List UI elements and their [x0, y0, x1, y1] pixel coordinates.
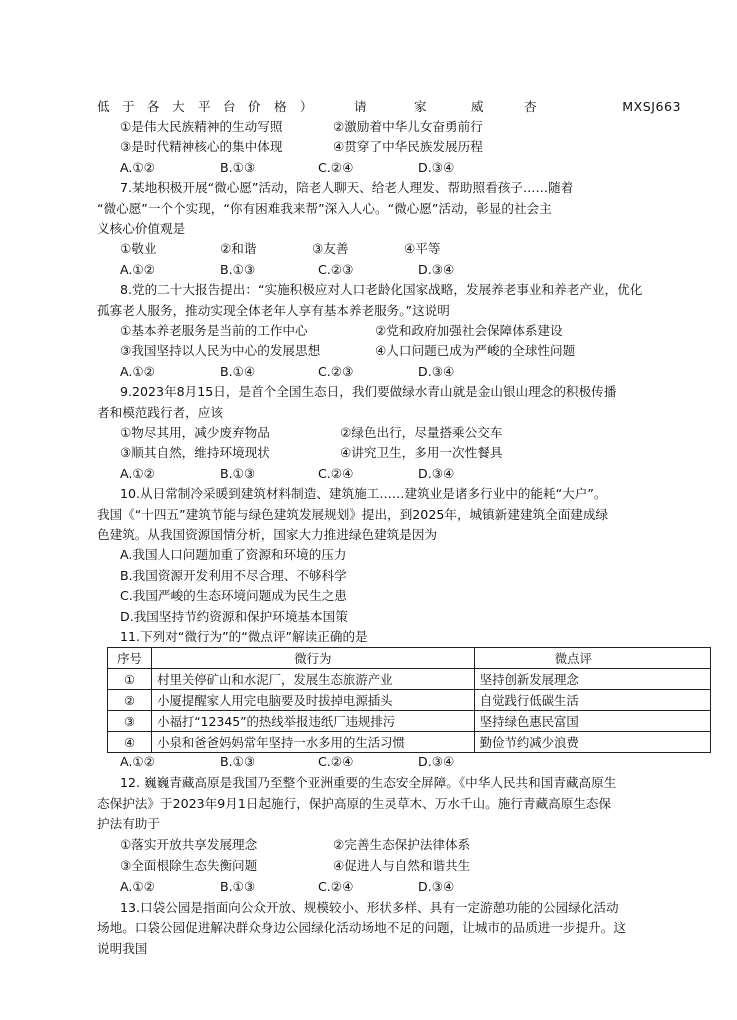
text-segment: 13.口袋公园是指面向公众开放、规模较小、形状多样、具有一定游憩功能的公园绿化活动	[120, 899, 619, 915]
text-line	[0, 280, 737, 300]
text-line	[0, 939, 737, 959]
text-line	[0, 607, 737, 627]
text-segment: B.①③	[220, 159, 256, 175]
header-char: ）	[300, 99, 313, 114]
text-line	[0, 586, 737, 606]
text-segment: ④促进人与自然和谐共生	[333, 858, 471, 873]
text-segment: 义核心价值观是	[97, 221, 186, 236]
header-char: 台	[223, 99, 236, 114]
text-segment: D.我国坚持节约资源和保护环境基本国策	[120, 608, 348, 624]
text-line	[0, 219, 737, 239]
paper-code: MXSJ663	[622, 99, 681, 114]
text-segment: 7.某地积极开展“微心愿”活动，陪老人聊天、给老人理发、帮助照看孩子……随着	[120, 180, 574, 196]
table-cell-comment: 坚持创新发展理念	[474, 669, 710, 690]
text-segment: B.①③	[220, 465, 256, 481]
table-cell-comment: 自觉践行低碳生活	[474, 690, 710, 711]
table-row	[108, 669, 711, 690]
header-char: 大	[172, 99, 185, 114]
page-header	[0, 97, 737, 117]
text-segment: 10.从日常制冷采暖到建筑材料制造、建筑施工……建筑业是诸多行业中的能耗“大户”。	[120, 486, 607, 502]
text-line	[0, 752, 737, 772]
text-segment: A.①②	[120, 363, 155, 379]
text-line	[0, 794, 737, 814]
text-segment: A.①②	[120, 878, 155, 894]
header-char: 价	[248, 99, 261, 114]
text-segment: ②和谐	[220, 241, 257, 257]
text-line	[0, 321, 737, 341]
answer-table	[107, 647, 711, 753]
text-segment: 说明我国	[97, 941, 148, 957]
text-segment: 色建筑。从我国资源国情分析，国家大力推进绿色建筑是因为	[97, 527, 438, 542]
table-cell-number: ②	[108, 690, 152, 711]
header-char: 低	[97, 99, 110, 114]
text-segment: ③全面根除生态失衡问题	[120, 858, 258, 873]
text-segment: A.①②	[120, 261, 155, 277]
text-segment: C.②④	[318, 159, 354, 175]
text-segment: ④人口问题已成为严峻的全球性问题	[375, 343, 576, 359]
text-segment: 我国《“十四五”建筑节能与绿色建筑发展规划》提出，到2025年，城镇新建建筑全面建成绿	[97, 506, 609, 522]
text-segment: 护法有助于	[97, 816, 160, 832]
text-line	[0, 382, 737, 402]
text-segment: C.②④	[318, 754, 354, 769]
text-segment: 12. 巍巍青藏高原是我国乃至整个亚洲重要的生态安全屏障。《中华人民共和国青藏高原生	[120, 774, 617, 790]
text-segment: ③我国坚持以人民为中心的发展思想	[120, 343, 321, 359]
text-segment: D.③④	[418, 754, 455, 769]
text-segment: C.②④	[318, 878, 354, 894]
text-segment: 9.2023年8月15日，是首个全国生态日，我们要做绿水青山就是金山银山理念的积极传播	[120, 384, 617, 400]
text-segment: ②绿色出行，尽量搭乘公交车	[340, 425, 503, 440]
text-segment: ①敬业	[120, 241, 157, 257]
text-line	[0, 443, 737, 463]
text-line	[0, 484, 737, 504]
header-char: 杏	[524, 99, 537, 114]
text-segment: A.①②	[120, 159, 155, 175]
text-segment: D.③④	[418, 261, 455, 277]
text-line	[0, 464, 737, 484]
text-segment: 8.党的二十大报告提出：“实施积极应对人口老龄化国家战略，发展养老事业和养老产业，优化	[120, 282, 643, 298]
text-segment: ④讲究卫生，多用一次性餐具	[340, 445, 503, 461]
text-line	[0, 260, 737, 280]
text-segment: 者和模范践行者，应该	[97, 404, 223, 420]
text-line	[0, 178, 737, 198]
table-cell-behavior: 小福打“12345”的热线举报违纸厂违规排污	[152, 711, 475, 732]
header-char: 各	[147, 99, 160, 114]
table-cell-behavior: 小泉和爸爸妈妈常年坚持一水多用的生活习惯	[152, 732, 475, 753]
text-segment: D.③④	[418, 878, 455, 894]
table-cell-number: ①	[108, 669, 152, 690]
text-line	[0, 137, 737, 157]
text-segment: B.我国资源开发利用不尽合理、不够科学	[120, 567, 347, 583]
table-header-row	[108, 648, 711, 669]
text-line	[0, 918, 737, 938]
text-segment: D.③④	[418, 465, 455, 481]
text-line	[0, 566, 737, 586]
header-char: 格	[274, 99, 287, 114]
text-line	[0, 158, 737, 178]
text-segment: A.①②	[120, 465, 155, 481]
text-line	[0, 423, 737, 443]
text-segment: B.①④	[220, 363, 256, 379]
text-segment: 11.下列对“微行为”的“微点评”解读正确的是	[120, 629, 368, 644]
table-row	[108, 711, 711, 732]
text-segment: ④平等	[404, 241, 441, 257]
header-char: 请	[354, 99, 367, 114]
text-segment: C.我国严峻的生态环境问题成为民生之患	[120, 588, 347, 604]
text-line	[0, 199, 737, 219]
table-cell-number: ④	[108, 732, 152, 753]
table-cell-comment: 勤俭节约减少浪费	[474, 732, 710, 753]
text-segment: ②党和政府加强社会保障体系建设	[375, 323, 563, 338]
table-row	[108, 690, 711, 711]
text-segment: ③友善	[312, 241, 349, 257]
text-segment: B.①③	[220, 878, 256, 894]
text-segment: “微心愿”一个个实现，“你有困难我来帮”深入人心。“微心愿”活动，彰显的社会主	[97, 200, 552, 216]
text-segment: ③顺其自然，维持环境现状	[120, 445, 270, 461]
text-line	[0, 835, 737, 855]
text-segment: ①物尽其用，减少废弃物品	[120, 425, 270, 440]
text-segment: D.③④	[418, 159, 455, 175]
text-line	[0, 301, 737, 321]
text-line	[0, 773, 737, 793]
text-segment: ④贯穿了中华民族发展历程	[333, 139, 483, 155]
text-line	[0, 525, 737, 545]
text-line	[0, 898, 737, 918]
text-line	[0, 627, 737, 647]
text-segment: ②激励着中华儿女奋勇前行	[333, 119, 483, 134]
text-line	[0, 814, 737, 834]
text-line	[0, 117, 737, 137]
text-segment: ①落实开放共享发展理念	[120, 837, 258, 853]
text-line	[0, 505, 737, 525]
text-segment: ①是伟大民族精神的生动写照	[120, 119, 283, 134]
header-char: 平	[198, 99, 211, 114]
header-char: 家	[414, 99, 427, 114]
text-segment: C.②④	[318, 465, 354, 481]
text-segment: A.①②	[120, 754, 155, 769]
table-header-number: 序号	[108, 648, 152, 669]
text-line	[0, 856, 737, 876]
text-line	[0, 403, 737, 423]
header-char: 于	[122, 99, 135, 114]
text-line	[0, 239, 737, 259]
table-row	[108, 732, 711, 753]
text-segment: ①基本养老服务是当前的工作中心	[120, 323, 308, 338]
table-cell-behavior: 小厦提醒家人用完电脑要及时拔掉电源插头	[152, 690, 475, 711]
text-line	[0, 877, 737, 897]
table-cell-number: ③	[108, 711, 152, 732]
table-header-comment: 微点评	[474, 648, 710, 669]
text-segment: D.③④	[418, 363, 455, 379]
text-segment: 态保护法》于2023年9月1日起施行，保护高原的生灵草木、万水千山。施行青藏高原生态保	[97, 795, 612, 811]
text-segment: C.②③	[318, 261, 354, 277]
text-line	[0, 341, 737, 361]
text-segment: B.①③	[220, 754, 256, 769]
table-header-behavior: 微行为	[152, 648, 475, 669]
header-char: 威	[471, 99, 484, 114]
table-cell-behavior: 村里关停矿山和水泥厂，发展生态旅游产业	[152, 669, 475, 690]
text-segment: C.②③	[318, 363, 354, 379]
table-cell-comment: 坚持绿色惠民富国	[474, 711, 710, 732]
text-segment: B.①③	[220, 261, 256, 277]
text-segment: A.我国人口问题加重了资源和环境的压力	[120, 547, 347, 563]
text-line	[0, 545, 737, 565]
text-line	[0, 362, 737, 382]
text-segment: ③是时代精神核心的集中体现	[120, 139, 283, 155]
text-segment: 孤寡老人服务，推动实现全体老年人享有基本养老服务。”这说明	[97, 302, 450, 318]
text-segment: ②完善生态保护法律体系	[333, 837, 471, 853]
text-segment: 场地。口袋公园促进解决群众身边公园绿化活动场地不足的问题，让城市的品质进一步提升。这	[97, 920, 626, 936]
